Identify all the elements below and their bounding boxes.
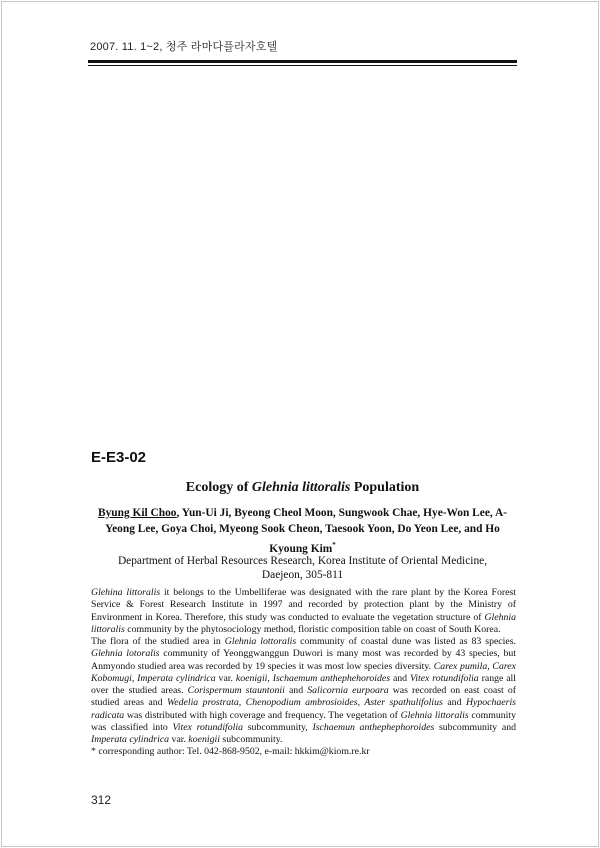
title-prefix: Ecology of [185, 480, 252, 495]
species-name: Salicornia eurpoara [307, 685, 389, 696]
text-run: was recorded on east coast of studied areas and [91, 685, 517, 709]
species-name: Glehnia lotoralis [91, 648, 160, 660]
species-name: koenigii, Ischaemum anthephehoroides [235, 672, 391, 684]
text-run: community was classified into [91, 709, 517, 733]
species-name: Glehina littoralis [91, 587, 161, 598]
header-rule-thin [88, 65, 517, 66]
abstract-paragraph-2 [91, 636, 516, 746]
running-header: 2007. 11. 1~2, 청주 라마다플라자호텔 [90, 41, 278, 53]
text-run: var. [169, 734, 189, 745]
text-run: var. [215, 672, 236, 684]
species-name: Hypochaeris radicata [91, 697, 516, 721]
affiliation [88, 554, 517, 582]
species-name: Imperata cylindrica [91, 734, 170, 745]
text-run: it belongs to the Umbelliferae was designated with the rare plant by the Korea Forest Service & Forest Research Institute in 1997 and recorded by protection plant by the Ministry of Environment in Korea. Therefore, this study was conducted to evaluate the vegetation structure of [91, 587, 517, 623]
text-run: and [390, 672, 410, 684]
text-run: community of Yeonggwanggun Duwori is many most was recorded by 43 species, but Anmyondo studied area was recorded by 19 species it was most low species diversity. [91, 648, 516, 672]
text-run: subcommunity. [219, 734, 283, 745]
text-run: and [284, 685, 308, 696]
author-list [88, 505, 517, 557]
abstract [91, 587, 516, 759]
title-species: Glehnia littoralis [251, 480, 351, 495]
paper-title [88, 480, 517, 496]
first-author: Byung Kil Choo [98, 507, 177, 519]
text-run: community by the phytosociology method, floristic composition table on coast of South Korea. [124, 623, 501, 635]
species-name: Glehnia lottoralis [224, 636, 297, 647]
text-run: and [442, 697, 466, 709]
corresponding-author-footnote: * corresponding author: Tel. 042-868-9502, e-mail: hkkim@kiom.re.kr [91, 746, 370, 758]
text-run: range all over the studied areas. [91, 672, 517, 696]
species-name: Glehnia littoralis [91, 611, 516, 635]
text-run: was distributed with high coverage and frequency. The vegetation of [124, 709, 401, 721]
species-name: Glehnia littoralis [400, 709, 469, 721]
header-rule-thick [88, 60, 517, 63]
text-run: community of coastal dune was listed as 83 species. [296, 636, 516, 647]
species-name: Vitex rotundifolia [172, 721, 244, 733]
text-run: subcommunity and [434, 721, 517, 733]
other-authors: , Yun-Ui Ji, Byeong Cheol Moon, Sungwook Chae, Hye-Won Lee, A-Yeong Lee, Goya Choi, Myeong Sook Cheon, Taesook Yoon, Do Yeon Lee, and Ho Kyoung Kim [105, 507, 507, 555]
affiliation-line-2: Daejeon, 305-811 [261, 569, 344, 581]
text-run: subcommunity, [243, 721, 313, 733]
corresponding-mark: * [332, 541, 336, 549]
species-name: Carex pumila, Carex Kobomugi, Imperata cylindrica [91, 660, 516, 684]
species-name: Ischaemun anthephephoroides [312, 721, 435, 733]
title-suffix: Population [350, 480, 420, 495]
species-name: Wedelia prostrata, Chenopodium ambrosioides, Aster spathulifolius [167, 697, 443, 709]
text-run: The flora of the studied area in [91, 636, 225, 647]
species-name: Corispermum stauntonii [187, 685, 285, 696]
species-name: koenigii [188, 734, 220, 745]
session-code: E-E3-02 [91, 449, 147, 466]
page-number: 312 [91, 793, 112, 807]
species-name: Vitex rotundifolia [409, 672, 479, 684]
affiliation-line-1: Department of Herbal Resources Research, Korea Institute of Oriental Medicine, [117, 555, 488, 567]
abstract-paragraph-1 [91, 587, 516, 636]
